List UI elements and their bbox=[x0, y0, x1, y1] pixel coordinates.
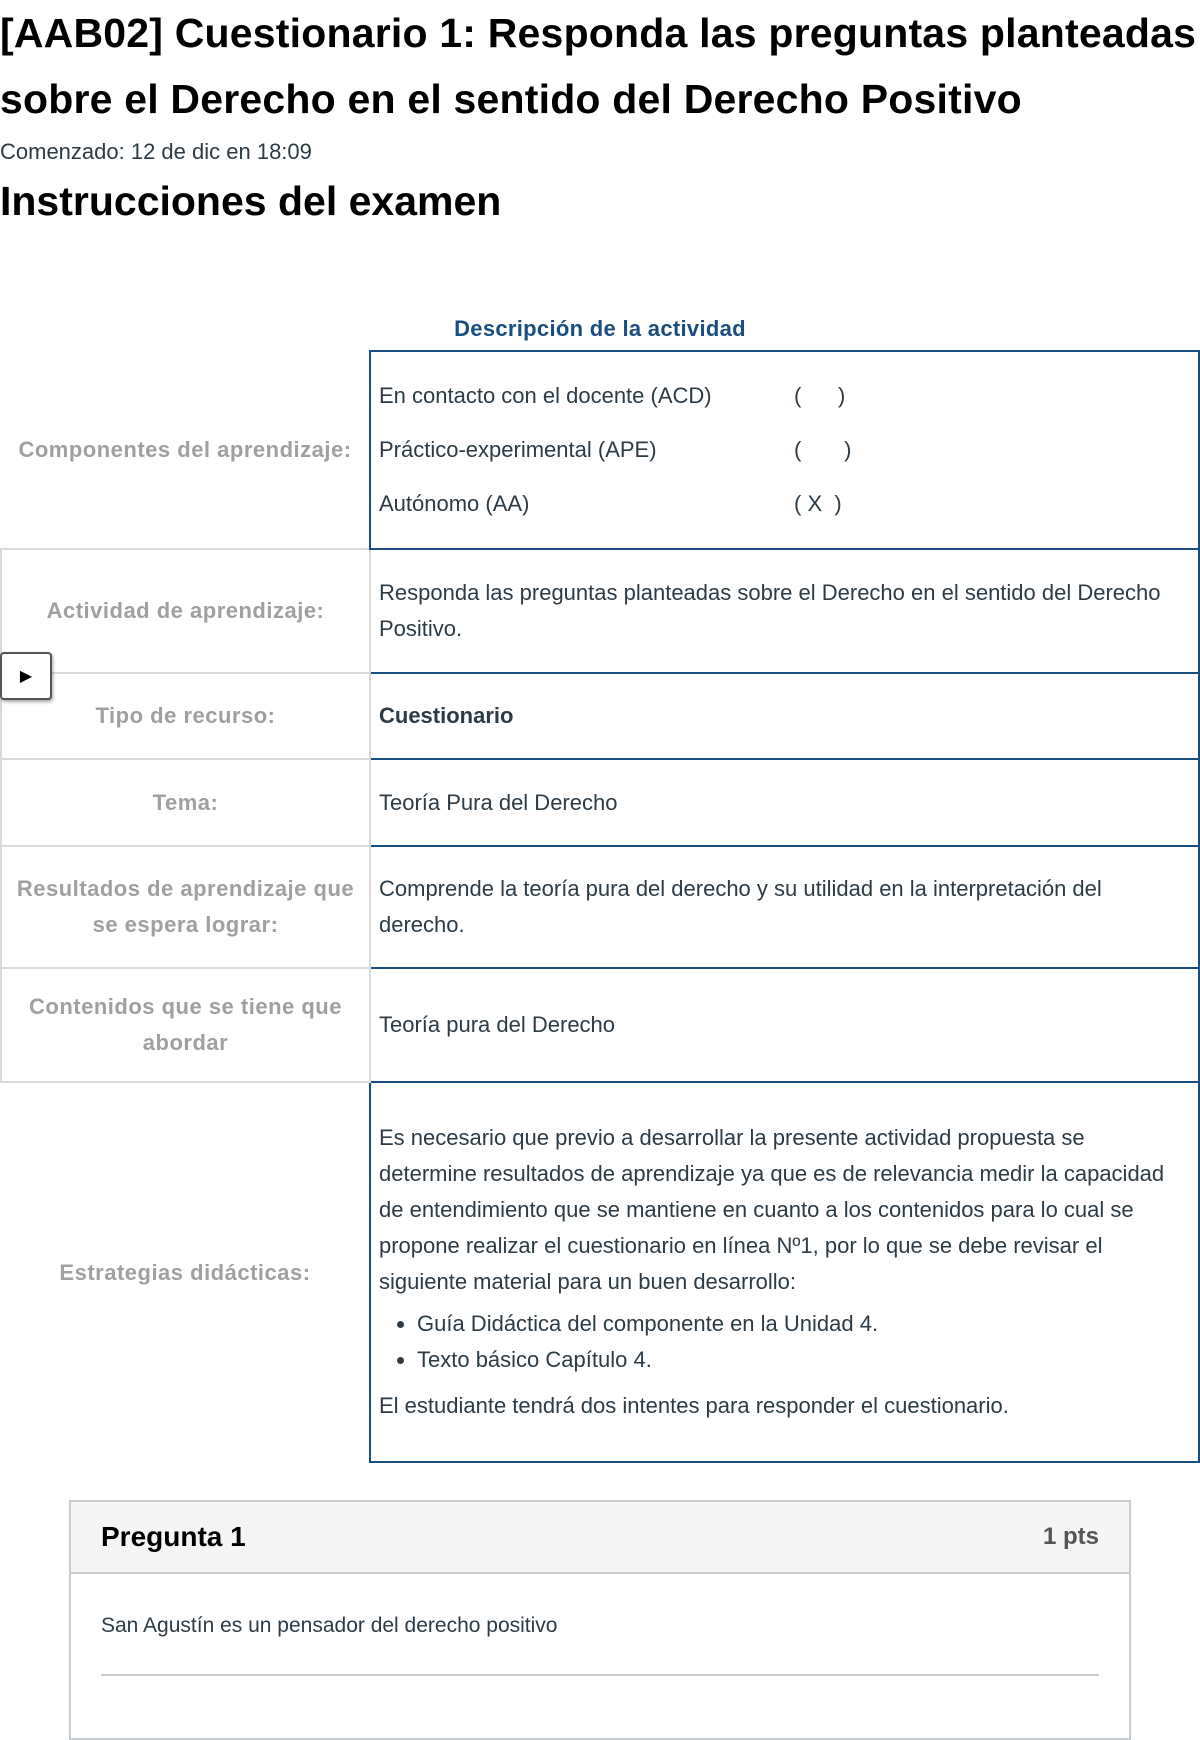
results-value: Comprende la teoría pura del derecho y su utilidad en la interpretación del derecho. bbox=[370, 846, 1199, 968]
contents-value: Teoría pura del Derecho bbox=[370, 968, 1199, 1082]
table-row bbox=[1, 549, 1199, 673]
component-mark: ( X ) bbox=[794, 491, 842, 516]
play-icon: ▶ bbox=[19, 668, 33, 685]
strategies-list bbox=[379, 1306, 1188, 1378]
component-mark: ( ) bbox=[794, 437, 852, 462]
question-points: 1 pts bbox=[1042, 1523, 1099, 1550]
component-name: En contacto con el docente (ACD) bbox=[379, 383, 712, 408]
component-name: Práctico-experimental (APE) bbox=[379, 437, 657, 462]
topic-label: Tema: bbox=[1, 759, 370, 846]
question-header bbox=[71, 1502, 1129, 1574]
table-row bbox=[1, 351, 1199, 549]
question-card bbox=[69, 1500, 1131, 1740]
component-line bbox=[379, 369, 1188, 423]
component-line bbox=[379, 423, 1188, 477]
activity-table bbox=[0, 350, 1200, 1463]
question-divider bbox=[101, 1674, 1099, 1676]
instructions-heading: Instrucciones del examen bbox=[0, 178, 502, 224]
topic-value: Teoría Pura del Derecho bbox=[370, 759, 1199, 846]
table-row bbox=[1, 759, 1199, 846]
question-title: Pregunta 1 bbox=[101, 1521, 246, 1552]
activity-value: Responda las preguntas planteadas sobre el Derecho en el sentido del Derecho Positivo. bbox=[370, 549, 1199, 673]
strategies-label: Estrategias didácticas: bbox=[59, 1259, 311, 1285]
components-label: Componentes del aprendizaje: bbox=[18, 436, 352, 462]
table-row bbox=[1, 673, 1199, 759]
started-timestamp: Comenzado: 12 de dic en 18:09 bbox=[0, 139, 312, 164]
table-row bbox=[1, 1082, 1199, 1462]
component-name: Autónomo (AA) bbox=[379, 491, 530, 516]
results-label: Resultados de aprendizaje que se espera lograr: bbox=[1, 846, 370, 968]
component-mark: ( ) bbox=[794, 383, 846, 408]
resource-label: Tipo de recurso: bbox=[1, 673, 370, 759]
quiz-page bbox=[0, 0, 1200, 226]
table-row bbox=[1, 968, 1199, 1082]
table-row bbox=[1, 846, 1199, 968]
activity-label: Actividad de aprendizaje: bbox=[1, 549, 370, 673]
strategies-intro: Es necesario que previo a desarrollar la presente actividad propuesta se determine resultados de aprendizaje ya que es de relevancia medir la capacidad de entendimiento que se mantiene en cuanto a los contenidos para lo cual se propone realizar el cuestionario en línea Nº1, por lo que se debe revisar el siguiente material para un buen desarrollo: bbox=[379, 1125, 1165, 1294]
component-line bbox=[379, 477, 1188, 531]
components-value bbox=[370, 351, 1199, 549]
list-item: • Texto básico Capítulo 4. bbox=[417, 1342, 1188, 1378]
question-text: San Agustín es un pensador del derecho positivo bbox=[101, 1614, 558, 1637]
page-title: [AAB02] Cuestionario 1: Responda las preguntas planteadas sobre el Derecho en el sentido del Derecho Positivo bbox=[0, 10, 1197, 122]
play-button[interactable] bbox=[0, 652, 52, 700]
strategies-value bbox=[370, 1082, 1199, 1462]
contents-label: Contenidos que se tiene que abordar bbox=[1, 968, 370, 1082]
activity-description-heading: Descripción de la actividad bbox=[454, 316, 746, 341]
list-item: • Guía Didáctica del componente en la Unidad 4. bbox=[417, 1306, 1188, 1342]
strategies-outro: El estudiante tendrá dos intentes para responder el cuestionario. bbox=[379, 1393, 1009, 1418]
resource-value: Cuestionario bbox=[370, 673, 1199, 759]
